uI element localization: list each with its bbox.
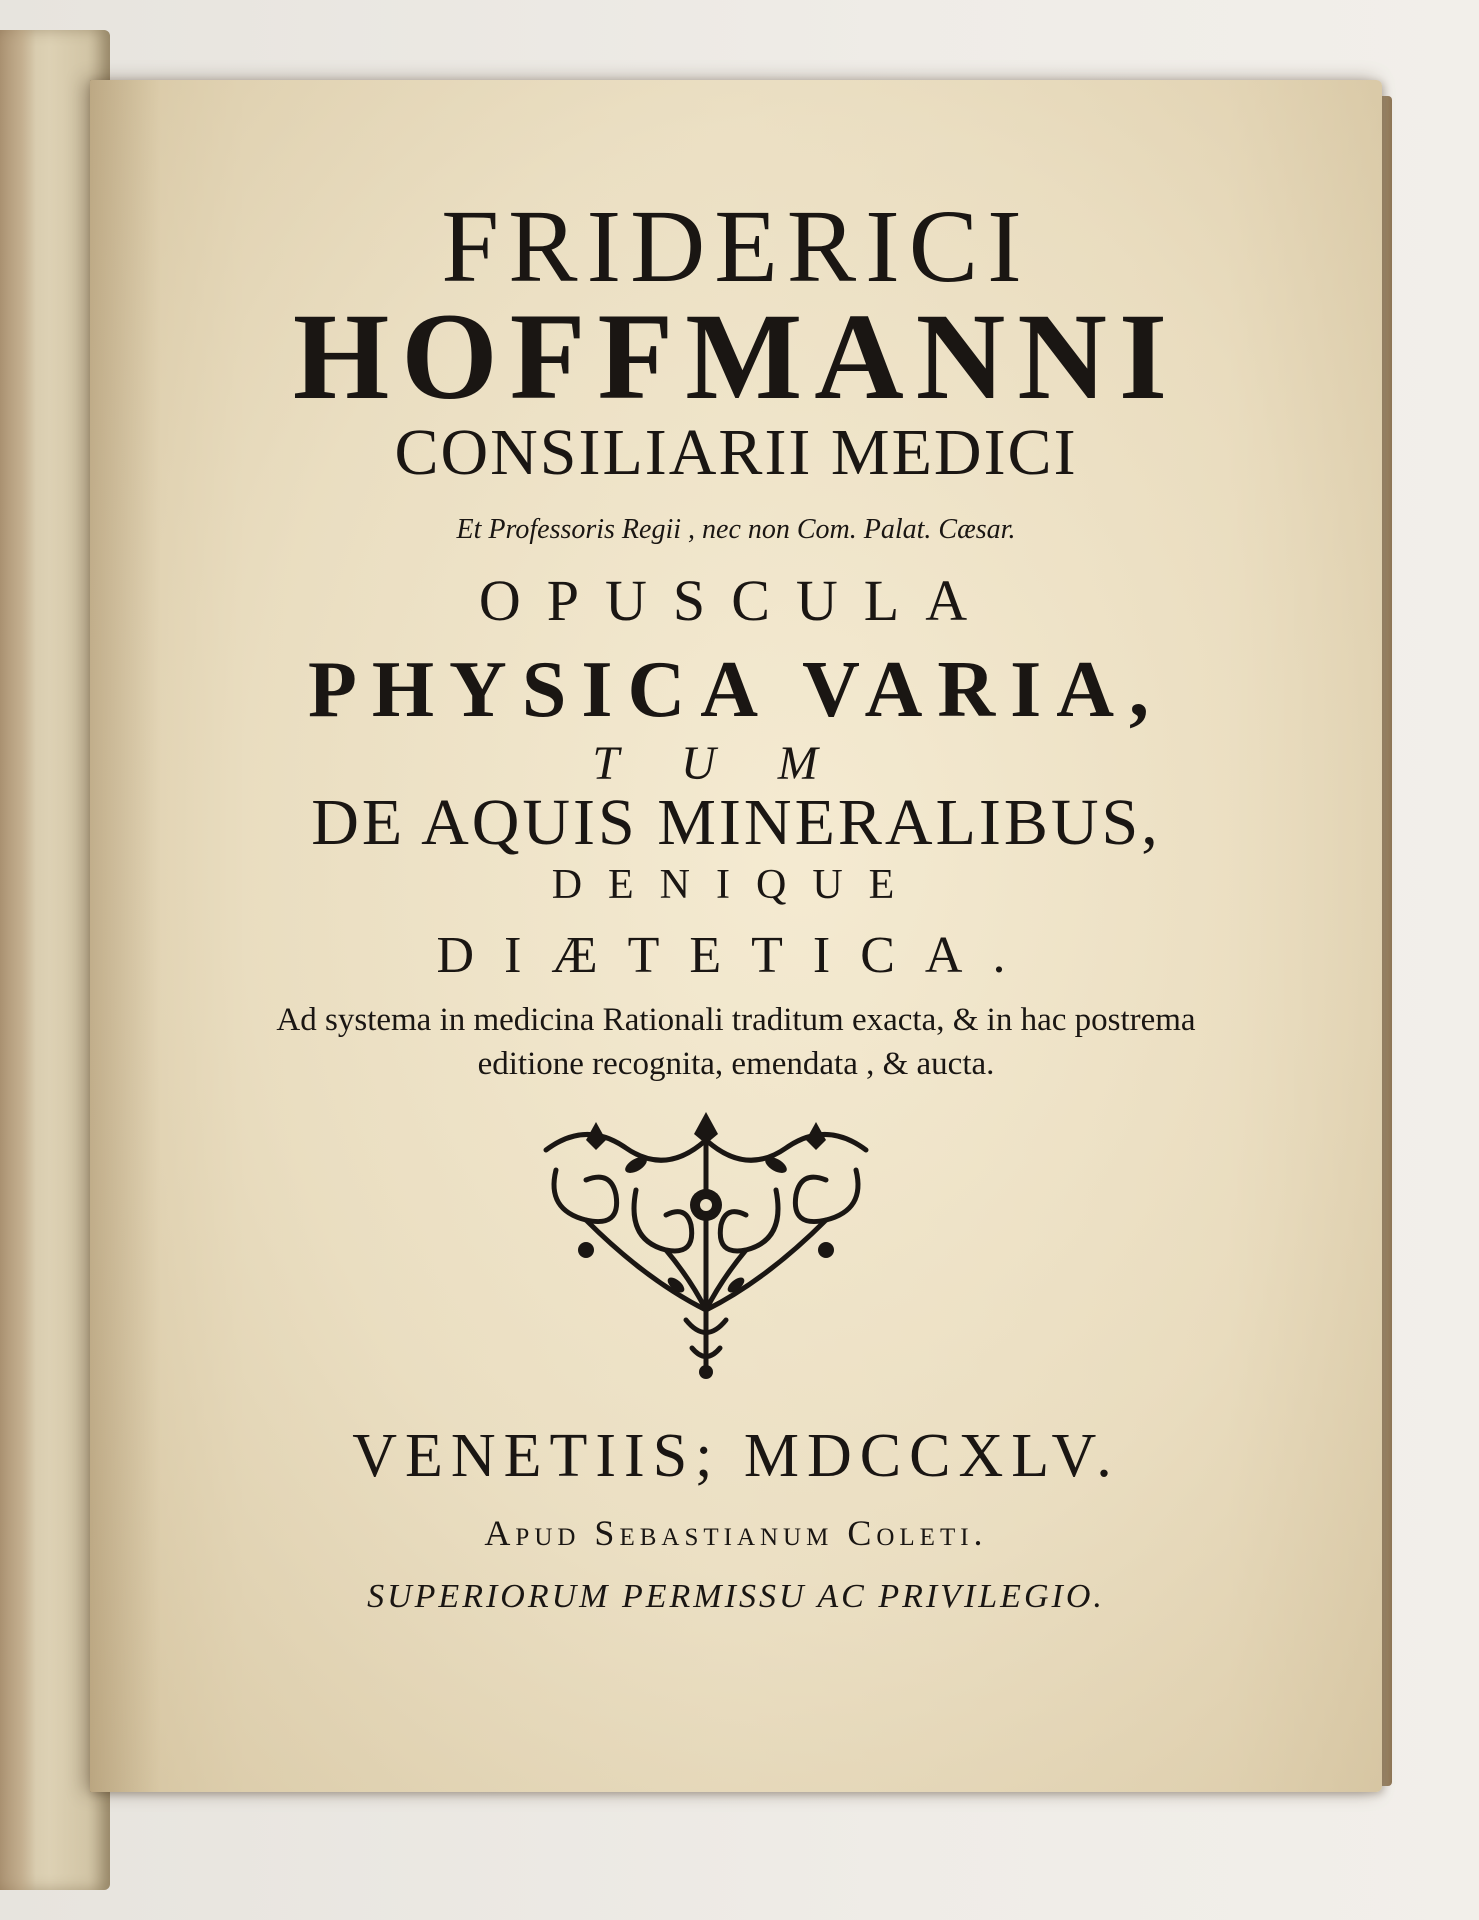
imprint-place-date: VENETIIS; MDCCXLV. [352, 1422, 1120, 1490]
author-affiliation: Et Professoris Regii , nec non Com. Palat. Cæsar. [456, 514, 1016, 545]
work-title-line-1: OPUSCULA [478, 568, 994, 633]
floral-ornament-icon [526, 1110, 886, 1380]
work-title-line-5: DENIQUE [551, 862, 921, 908]
description-line-2: editione recognita, emendata , & aucta. [477, 1046, 995, 1082]
work-title-line-3: TUM [592, 737, 880, 790]
author-last-name: HOFFMANNI [292, 288, 1180, 425]
imprint-privilege: SUPERIORUM PERMISSU AC PRIVILEGIO. [367, 1578, 1105, 1615]
work-title-line-2: PHYSICA VARIA, [307, 646, 1165, 734]
author-first-name: FRIDERICI [441, 189, 1031, 304]
work-title-line-4: DE AQUIS MINERALIBUS, [311, 786, 1161, 859]
title-page [90, 80, 1382, 1792]
imprint-printer: Apud Sebastianum Coleti. [484, 1513, 988, 1553]
author-title: CONSILIARII MEDICI [394, 416, 1078, 489]
edition-description [150, 998, 1322, 1086]
description-line-1: Ad systema in medicina Rationali traditum exacta, & in hac postrema [276, 1002, 1196, 1038]
work-title-line-6: DIÆTETICA. [436, 927, 1036, 984]
